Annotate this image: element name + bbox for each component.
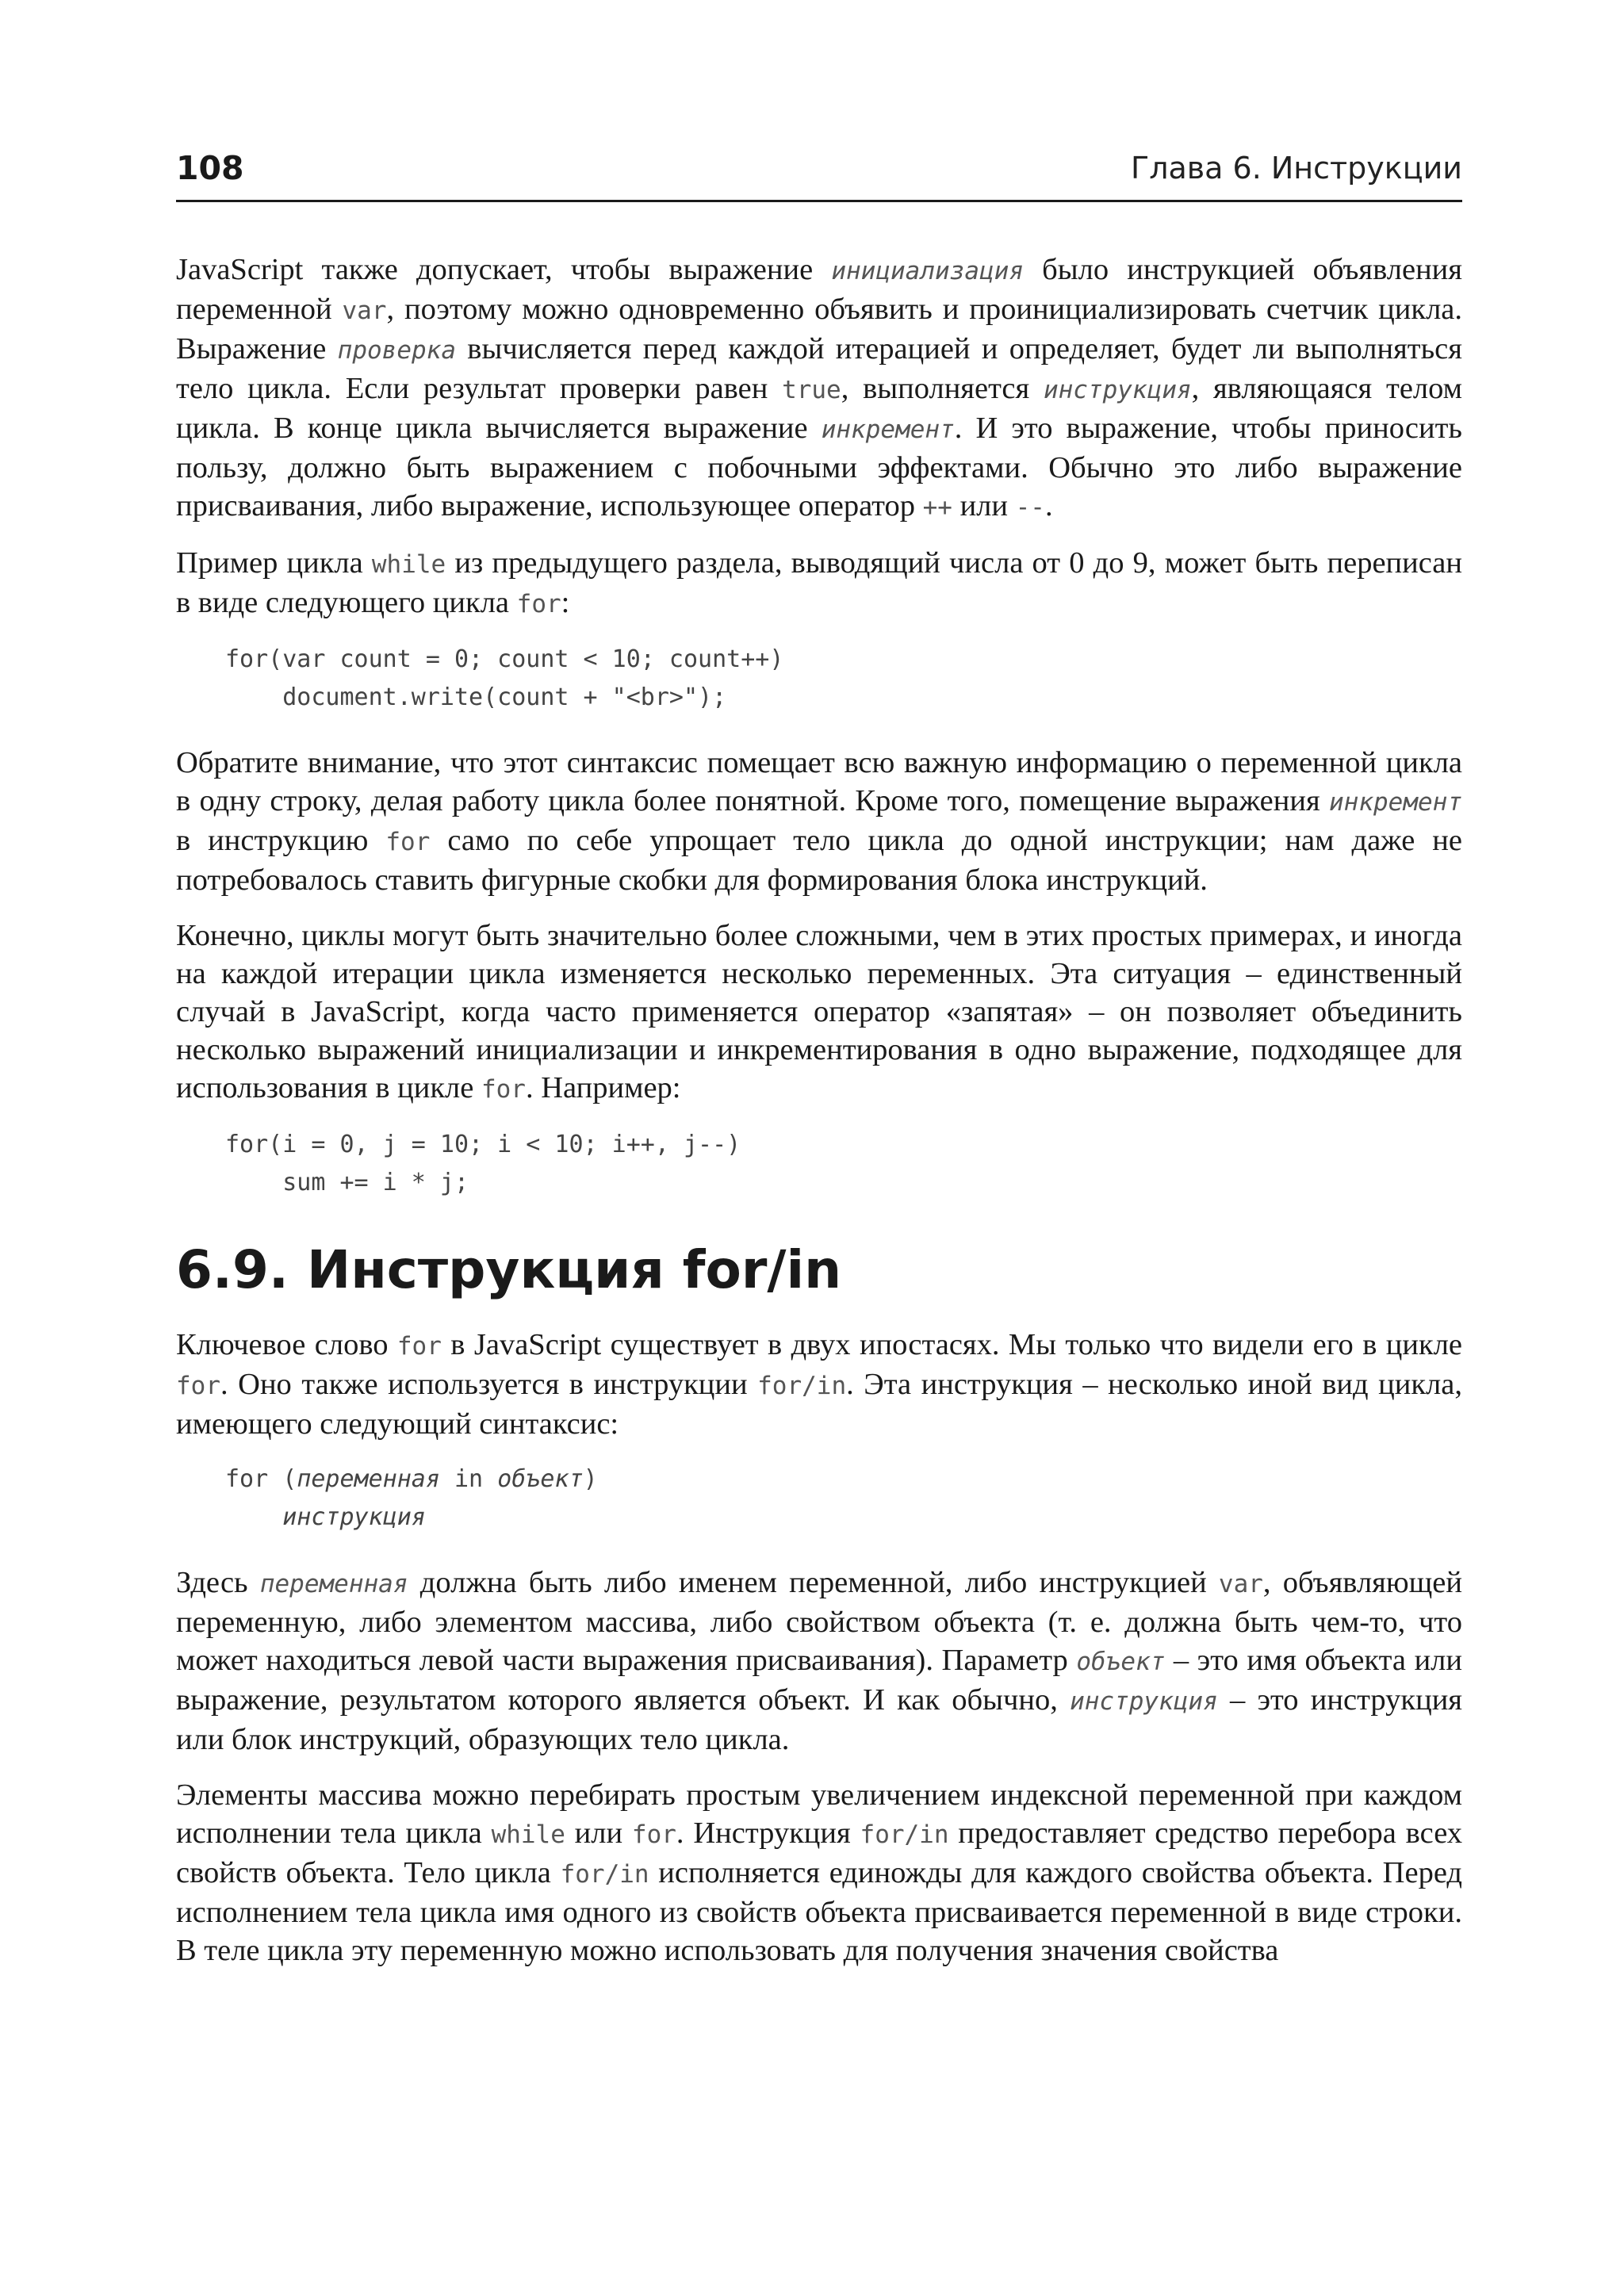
paragraph-6 <box>176 1564 1462 1759</box>
inline-code: for/in <box>860 1820 949 1849</box>
inline-code: var <box>342 297 387 325</box>
inline-code: for <box>516 590 561 618</box>
inline-code: while <box>491 1820 565 1849</box>
text: Пример цикла <box>176 546 372 580</box>
text: , являющаяся телом цикла. В конце цикла вычисляется выражение <box>176 372 1462 445</box>
text: . И это выражение, чтобы приносить пользу, должно быть выражением с побочными эффектами. Обычно это либо выражение присваивания, либо выражение, использующее оператор <box>176 412 1462 523</box>
inline-code: инструкция <box>1043 376 1192 404</box>
inline-code: for <box>396 1332 442 1361</box>
code-placeholder: переменная <box>297 1465 440 1493</box>
text: или <box>952 489 1016 523</box>
text: Ключевое слово <box>176 1328 397 1361</box>
text: Здесь <box>176 1566 260 1599</box>
text: , поэтому можно одновременно объявить и проинициализировать счетчик цикла. Выражение <box>176 293 1462 366</box>
code-block-1 <box>225 641 1462 717</box>
code-keyword: in <box>439 1465 498 1493</box>
text: – это имя объекта или выражение, результатом которого является объект. И как обычно, <box>176 1644 1462 1717</box>
inline-code: for <box>176 1372 220 1400</box>
code-block-3 <box>225 1460 1462 1537</box>
paragraph-4 <box>176 917 1462 1108</box>
text: из предыдущего раздела, выводящий числа от 0 до 9, может быть переписан в виде следующего цикла <box>176 546 1462 619</box>
text: , объявляющей переменную, либо элементом массива, либо свойством объекта (т. е. должна быть чем-то, что может находиться левой части выражения присваивания). Параметр <box>176 1566 1462 1677</box>
text: – это инструкция или блок инструкций, образующих тело цикла. <box>176 1683 1463 1756</box>
text: Конечно, циклы могут быть значительно более сложными, чем в этих простых примерах, и иногда на каждой итерации цикла изменяется несколько переменных. Эта ситуация – единственный случай в JavaScript, когда часто применяется оператор «запятая» – он позволяет объединить несколько выражений инициализации и инкрементирования в одно выражение, подходящее для использования в цикле <box>176 919 1462 1104</box>
code-placeholder: инструкция <box>282 1503 426 1531</box>
inline-code: var <box>1218 1570 1263 1598</box>
paragraph-3 <box>176 744 1462 899</box>
code-line: sum += i * j; <box>225 1169 469 1196</box>
text: . Оно также используется в инструкции <box>220 1368 758 1401</box>
inline-code: ++ <box>922 493 952 522</box>
code-keyword: for ( <box>225 1465 297 1493</box>
paragraph-5 <box>176 1326 1462 1443</box>
code-line: document.write(count + "<br>"); <box>225 683 727 711</box>
text: вычисляется перед каждой итерацией и определяет, будет ли выполняться тело цикла. Если результат проверки равен <box>176 332 1462 405</box>
text: в JavaScript существует в двух ипостасях. Мы только что видели его в цикле <box>441 1328 1463 1361</box>
inline-code: инициализация <box>831 257 1024 285</box>
text: Элементы массива можно перебирать простым увеличением индексной переменной при каждом исполнении тела цикла <box>176 1778 1462 1850</box>
page-body <box>176 251 1462 1987</box>
inline-code: for <box>385 828 431 856</box>
code-punct: ) <box>583 1465 598 1493</box>
inline-code: переменная <box>259 1570 408 1598</box>
code-block-2 <box>225 1126 1462 1202</box>
inline-code: for <box>481 1075 526 1104</box>
inline-code: инкремент <box>821 415 955 444</box>
text: . Эта инструкция – несколько иной вид цикла, имеющего следующий синтаксис: <box>176 1368 1462 1441</box>
code-line: for(i = 0, j = 10; i < 10; i++, j--) <box>225 1131 741 1158</box>
paragraph-2 <box>176 544 1462 623</box>
inline-code: for/in <box>560 1860 649 1889</box>
text: само по себе упрощает тело цикла до одной инструкции; нам даже не потребовалось ставить фигурные скобки для формирования блока инструкций. <box>176 824 1462 897</box>
text: или <box>565 1816 632 1850</box>
page-header <box>176 147 1462 202</box>
text: предоставляет средство перебора всех свойств объекта. Тело цикла <box>176 1816 1463 1889</box>
inline-code: инкремент <box>1329 788 1462 817</box>
section-heading: 6.9. Инструкция for/in <box>176 1239 842 1300</box>
inline-code: true <box>782 376 841 404</box>
text: JavaScript также допускает, чтобы выражение <box>176 253 832 286</box>
text: исполняется единожды для каждого свойства объекта. Перед исполнением тела цикла имя одного из свойств объекта присваивается переменной в виде строки. В теле цикла эту переменную можно использовать для получения значения свойства <box>176 1856 1462 1967</box>
text: Обратите внимание, что этот синтаксис помещает всю важную информацию о переменной цикла в одну строку, делая работу цикла более понятной. Кроме того, помещение выражения <box>176 746 1462 817</box>
inline-code: инструкция <box>1070 1687 1218 1716</box>
paragraph-7 <box>176 1776 1462 1970</box>
inline-code: while <box>371 550 446 579</box>
text: , выполняется <box>841 372 1044 405</box>
inline-code: проверка <box>337 336 456 365</box>
page-number: 108 <box>176 149 244 187</box>
inline-code: for/in <box>757 1372 847 1400</box>
code-line: for(var count = 0; count < 10; count++) <box>225 645 784 673</box>
text: . <box>1044 489 1053 523</box>
text: в инструкцию <box>176 824 386 857</box>
text: : <box>561 586 570 619</box>
text: было инструкцией объявления переменной <box>176 253 1462 326</box>
inline-code: -- <box>1015 493 1045 522</box>
code-placeholder: объект <box>497 1465 584 1493</box>
text: . Инструкция <box>676 1816 860 1850</box>
text: . Например: <box>525 1071 681 1104</box>
inline-code: объект <box>1076 1648 1166 1676</box>
paragraph-1 <box>176 251 1462 526</box>
running-head: Глава 6. Инструкции <box>1131 151 1462 186</box>
inline-code: for <box>631 1820 676 1849</box>
text: должна быть либо именем переменной, либо инструкцией <box>408 1566 1219 1599</box>
